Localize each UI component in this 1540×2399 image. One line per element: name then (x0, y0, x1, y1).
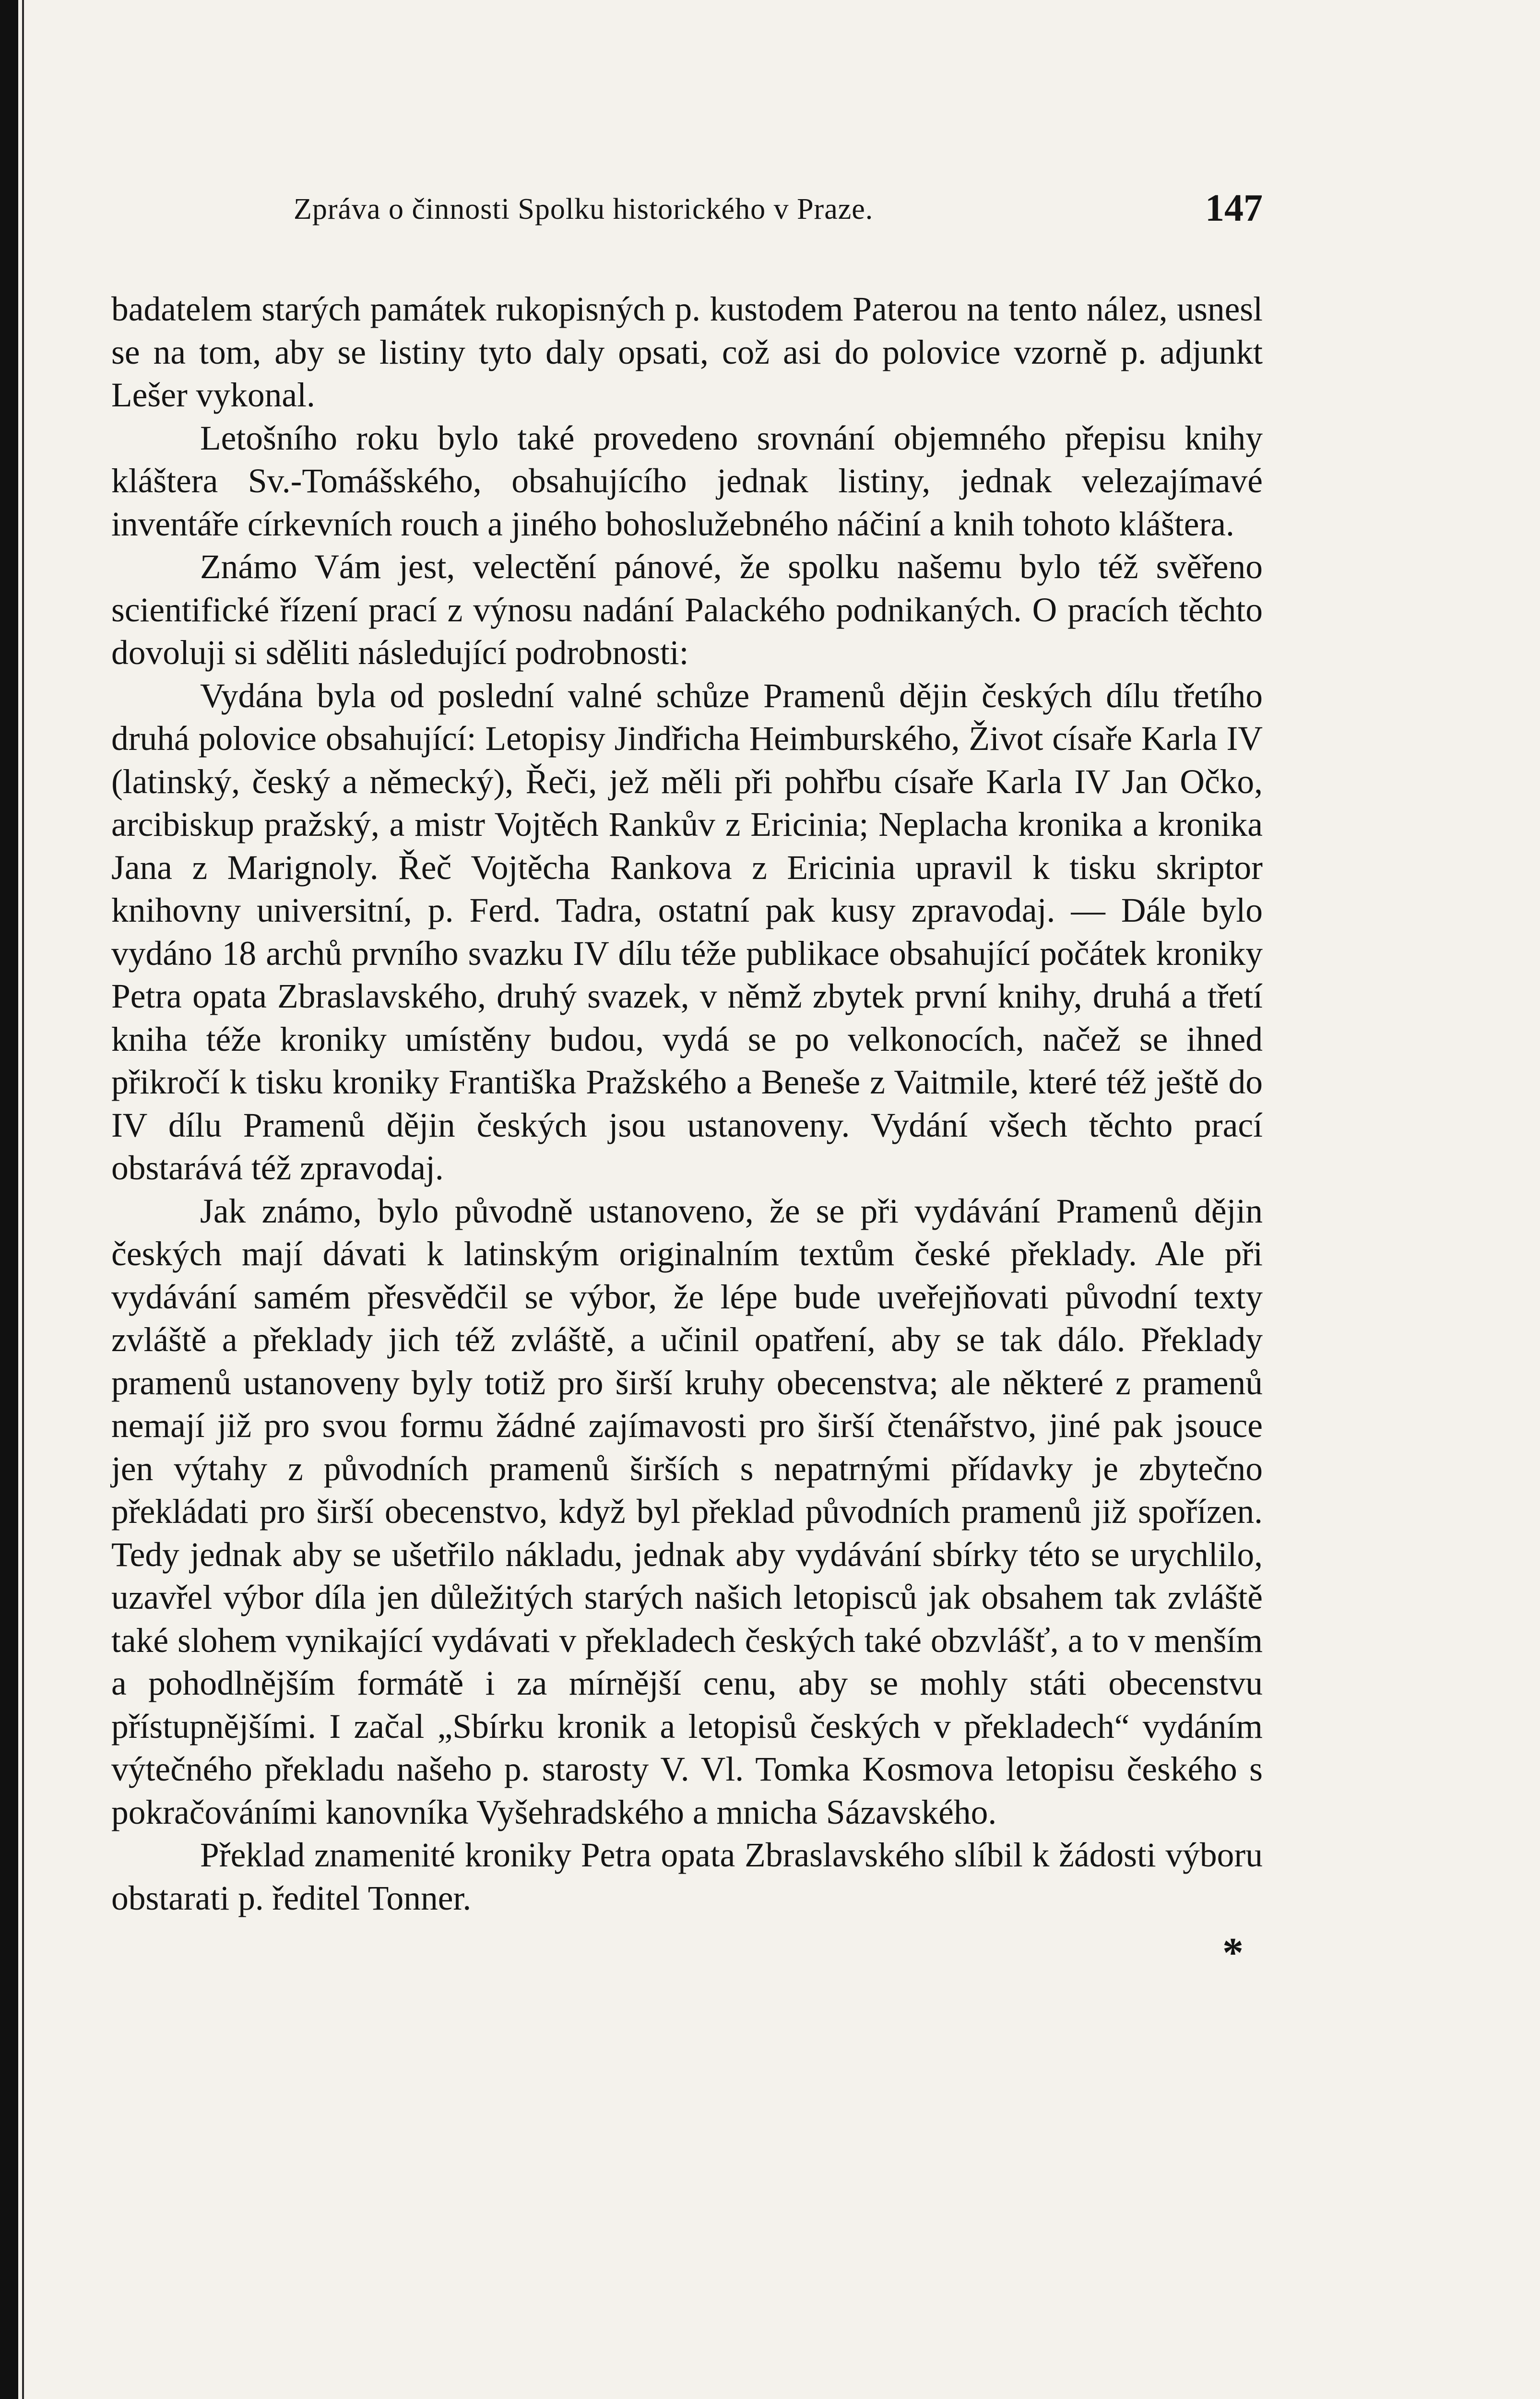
paragraph-palacky-foundation: Známo Vám jest, velectění pánové, že spolku našemu bylo též svěřeno scientifické řízení prací z výnosu nadání Palackého podnikaných. O pracích těchto dovoluji si sděliti následující podrobnosti: (111, 548, 1263, 672)
book-page (111, 187, 1263, 1977)
body-text (111, 288, 1263, 1920)
paragraph-klaster-copy: Letošního roku bylo také provedeno srovnání objemného přepisu knihy kláštera Sv.-Tomášského, obsahujícího jednak listiny, jednak velezajímavé inventáře církevních rouch a jiného bohoslužebného náčiní a knih tohoto kláštera. (111, 419, 1263, 543)
end-mark-asterisk: * (1222, 1930, 1244, 1976)
running-head-title: Zpráva o činnosti Spolku historického v Praze. (294, 193, 874, 226)
paragraph-translations: Jak známo, bylo původně ustanoveno, že se při vydávání Pramenů dějin českých mají dávati k latinským originalním textům české překlady. Ale při vydávání samém přesvědčil se výbor, že lépe bude uveřejňovati původní texty zvláště a překlady jich též zvláště, a učinil opatření, aby se tak dálo. Překlady pramenů ustanoveny byly totiž pro širší kruhy obecenstva; ale některé z pramenů nemají již pro svou formu žádné zajímavosti pro širší čtenářstvo, jiné pak jsouce jen výtahy z původních pramenů širších s nepatrnými přídavky je zbytečno překládati pro širší obecenstvo, když byl překlad původních pramenů již spořízen. Tedy jednak aby se ušetřilo nákladu, jednak aby vydávání sbírky této se urychlilo, uzavřel výbor díla jen důležitých starých našich letopisců jak obsahem tak zvláště také slohem vynikající vydávati v překladech českých také obzvlášť, a to v menším a pohodlnějším formátě i za mírnější cenu, aby se mohly státi obecenstvu přístupnějšími. I začal „Sbírku kronik a letopisů českých v překladech“ vydáním výtečného překladu našeho p. starosty V. Vl. Tomka Kosmova letopisu českého s pokračováními kanovníka Vyšehradského a mnicha Sázavského. (111, 1192, 1263, 1831)
paragraph-prameny-published: Vydána byla od poslední valné schůze Pramenů dějin českých dílu třetího druhá polovice obsahující: Letopisy Jindřicha Heimburského, Život císaře Karla IV (latinský, český a německý), Řeči, jež měli při pohřbu císaře Karla IV Jan Očko, arcibiskup pražský, a mistr Vojtěch Rankův z Ericinia; Neplacha kronika a kronika Jana z Marignoly. Řeč Vojtěcha Rankova z Ericinia upravil k tisku skriptor knihovny universitní, p. Ferd. Tadra, ostatní pak kusy zpravodaj. — Dále bylo vydáno 18 archů prvního svazku IV dílu téže publikace obsahující počátek kroniky Petra opata Zbraslavského, druhý svazek, v němž zbytek první knihy, druhá a třetí kniha téže kroniky umístěny budou, vydá se po velkonocích, načež se ihned přikročí k tisku kroniky Františka Pražského a Beneše z Vaitmile, které též ještě do IV dílu Pramenů dějin českých jsou ustanoveny. Vydání všech těchto prací obstarává též zpravodaj. (111, 677, 1263, 1187)
paragraph-continuation: badatelem starých památek rukopisných p. kustodem Paterou na tento nález, usnesl se na tom, aby se listiny tyto daly opsati, což asi do polovice vzorně p. adjunkt Lešer vykonal. (111, 290, 1263, 414)
book-spine-edge (22, 0, 24, 2399)
paragraph-zbraslav-translation: Překlad znamenité kroniky Petra opata Zbraslavského slíbil k žádosti výboru obstarati p. ředitel Tonner. (111, 1836, 1263, 1917)
running-head (111, 187, 1263, 242)
page-number: 147 (1205, 187, 1263, 229)
book-spine-shadow (0, 0, 18, 2399)
